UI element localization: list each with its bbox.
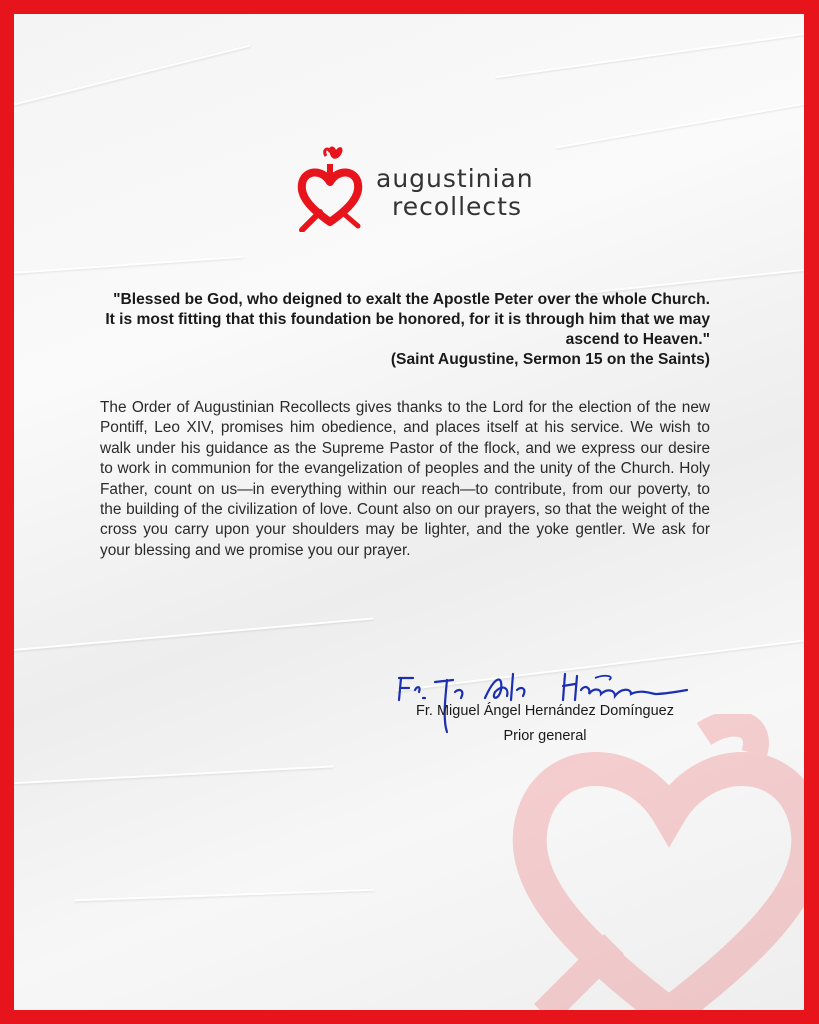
quote-text: "Blessed be God, who deigned to exalt the Apostle Peter over the whole Church. It is most fitting that this foundation be honored, for it is through him that we may ascend to Heaven." (105, 291, 710, 348)
signer-name: Fr. Miguel Ángel Hernández Domínguez (416, 703, 674, 719)
signer-title: Prior general (503, 728, 587, 744)
paper-crease (14, 617, 373, 652)
brand-name-line2: recollects (392, 192, 522, 221)
brand-logo (296, 142, 556, 232)
message-body: The Order of Augustinian Recollects gives thanks to the Lord for the election of the new Pontiff, Leo XIV, promises him obedience, and places itself at his service. We wish to walk under his guidance as the Supreme Pastor of the flock, and we express our desire to work in communion for the evangelization of peoples and the unity of the Church. Holy Father, count on us—in everything within our reach—to contribute, from our poverty, to the building of the civilization of love. Count also on our prayers, so that the weight of the cross you carry upon your shoulders may be lighter, and the yoke gentler. We ask for your blessing and we promise you our prayer. (100, 399, 710, 559)
brand-name-line1: augustinian (376, 164, 534, 193)
heart-watermark-icon (504, 714, 804, 1010)
quote-source: (Saint Augustine, Sermon 15 on the Saints) (390, 351, 710, 368)
paper-crease (556, 101, 804, 148)
paper-crease (14, 765, 334, 784)
paper-crease (74, 889, 374, 901)
paper-crease (14, 256, 244, 275)
paper-crease (14, 45, 250, 110)
flaming-heart-icon (296, 142, 364, 232)
quote-block (100, 290, 710, 370)
paper-crease (495, 32, 804, 79)
